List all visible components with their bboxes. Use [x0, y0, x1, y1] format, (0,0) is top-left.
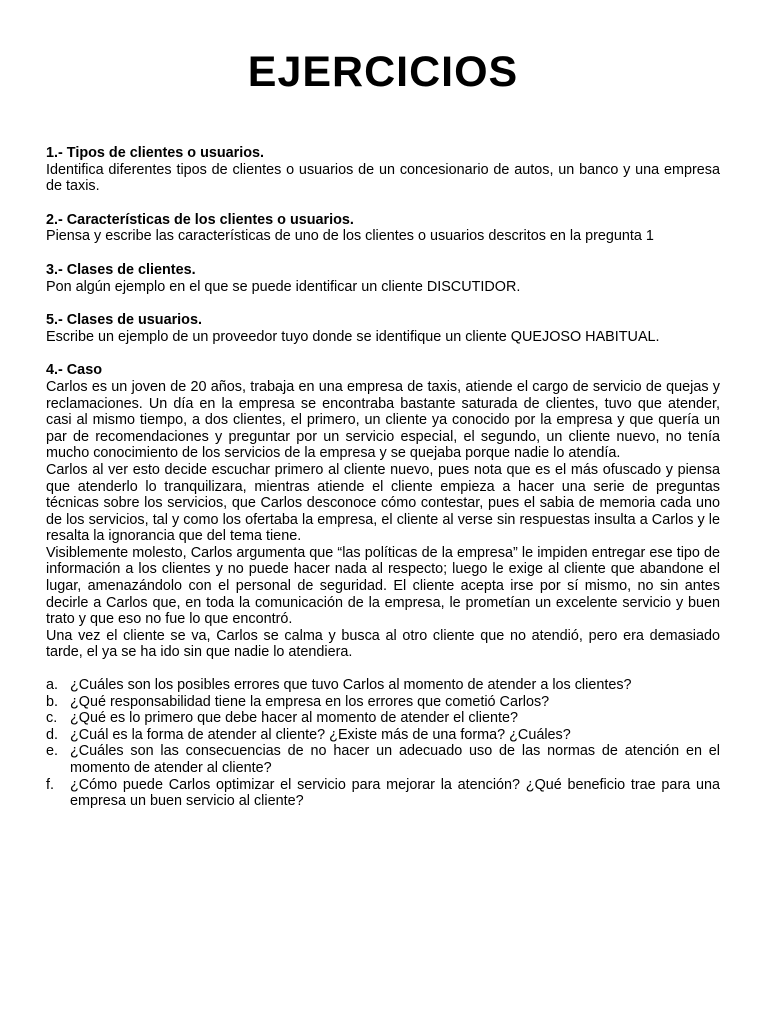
section-body: Escribe un ejemplo de un proveedor tuyo donde se identifique un cliente QUEJOSO HABITUAL. [46, 328, 660, 345]
section-tipos-clientes [46, 145, 720, 195]
section-clases-usuarios [46, 312, 720, 345]
question-item [46, 743, 720, 776]
question-text: ¿Qué responsabilidad tiene la empresa en los errores que cometió Carlos? [70, 693, 550, 710]
section-body: Pon algún ejemplo en el que se puede identificar un cliente DISCUTIDOR. [46, 278, 521, 295]
section-heading: 2.- Características de los clientes o usuarios. [46, 211, 354, 228]
section-body: Piensa y escribe las características de uno de los clientes o usuarios descritos en la pregunta 1 [46, 228, 654, 245]
question-text: ¿Qué es lo primero que debe hacer al momento de atender el cliente? [70, 710, 518, 727]
question-text: ¿Cuáles son los posibles errores que tuvo Carlos al momento de atender a los clientes? [70, 677, 632, 694]
section-body: Identifica diferentes tipos de clientes o usuarios de un concesionario de autos, un banco y una empresa de taxis. [46, 161, 720, 195]
section-caso [46, 362, 720, 809]
question-letter: f. [46, 776, 54, 793]
section-heading: 1.- Tipos de clientes o usuarios. [46, 145, 265, 161]
section-heading: 4.- Caso [46, 362, 102, 379]
question-letter: b. [46, 693, 59, 710]
case-paragraph: Carlos al ver esto decide escuchar primero al cliente nuevo, pues nota que es el más ofuscado y piensa que atenderlo lo tranquilizara, mientras atiende el cliente empieza a hacer una serie de preguntas técnicas sobre los servicios, que Carlos desconoce cómo contestar, pues el sabia de memoria cada uno de los servicios, tal y como los ofertaba la empresa, el cliente al verse sin respuestas insulta a Carlos y le resalta la ignorancia que del tema tiene. [46, 461, 720, 545]
question-text: ¿Cómo puede Carlos optimizar el servicio para mejorar la atención? ¿Qué beneficio trae para una empresa un buen servicio al cliente? [70, 776, 720, 810]
case-paragraph: Carlos es un joven de 20 años, trabaja en una empresa de taxis, atiende el cargo de servicio de quejas y reclamaciones. Un día en la empresa se encontraba bastante saturada de clientes, tuvo que atender, casi al mismo tiempo, a dos clientes, el primero, un cliente ya conocido por la empresa y que quería un par de recomendaciones y preguntar por un servicio especial, el segundo, un cliente nuevo, no tenía mucho conocimiento de los servicios de la empresa y se quejaba porque nadie lo atendía. [46, 378, 720, 462]
section-heading: 3.- Clases de clientes. [46, 261, 196, 278]
question-item [46, 777, 720, 810]
section-caracteristicas [46, 212, 720, 245]
section-clases-clientes [46, 262, 720, 295]
question-letter: d. [46, 726, 59, 743]
question-item [46, 694, 720, 711]
question-text: ¿Cuáles son las consecuencias de no hacer un adecuado uso de las normas de atención en el momento de atender al cliente? [70, 743, 720, 776]
question-item [46, 710, 720, 727]
case-paragraph: Una vez el cliente se va, Carlos se calma y busca al otro cliente que no atendió, pero era demasiado tarde, el ya se ha ido sin que nadie lo atendiera. [46, 627, 720, 661]
question-item [46, 677, 720, 694]
document-page [46, 0, 720, 810]
section-heading: 5.- Clases de usuarios. [46, 312, 202, 329]
question-list [46, 677, 720, 810]
case-paragraph: Visiblemente molesto, Carlos argumenta que “las políticas de la empresa” le impiden entregar ese tipo de información a los clientes y no puede hacer nada al respecto; luego le exige al cliente que abandone el lugar, amenazándolo con el personal de seguridad. El cliente acepta irse por sí mismo, no sin antes decirle a Carlos que, en toda la comunicación de la empresa, le prometían un excelente servicio y buen trato y que eso no fue lo que encontró. [46, 544, 720, 628]
page-title: EJERCICIOS [247, 48, 519, 96]
question-letter: a. [46, 677, 59, 694]
question-text: ¿Cuál es la forma de atender al cliente? ¿Existe más de una forma? ¿Cuáles? [70, 726, 571, 743]
question-letter: c. [46, 710, 58, 727]
question-letter: e. [46, 743, 59, 760]
question-item [46, 727, 720, 744]
